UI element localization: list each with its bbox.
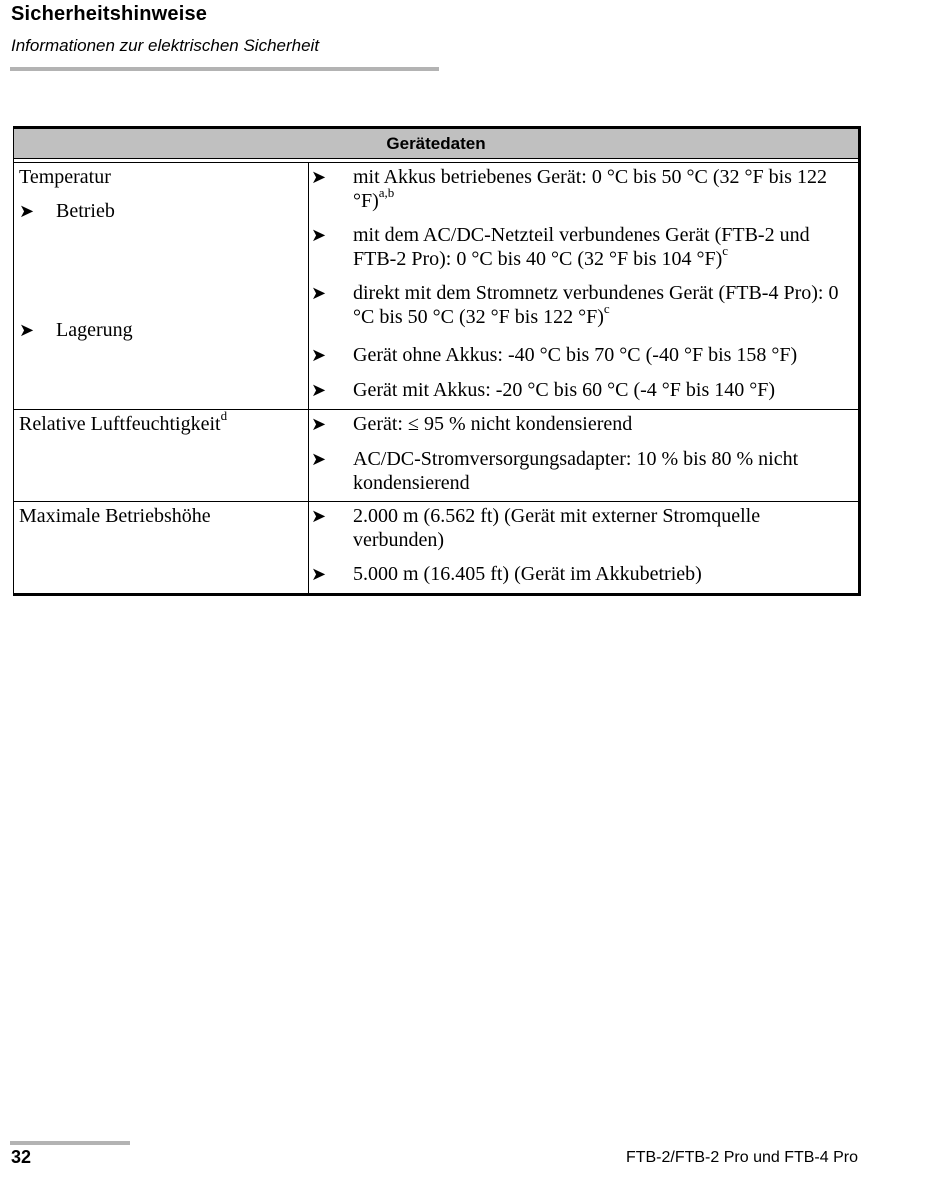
row-value-cell (309, 163, 858, 409)
table-row-altitude (13, 502, 861, 596)
list-item (309, 165, 850, 213)
item-text: Gerät: ≤ 95 % nicht kondensierend (353, 413, 633, 435)
item-text: direkt mit dem Stromnetz verbundenes Gerät (FTB-4 Pro): 0 °C bis 50 °C (32 °F bis 122 °F) (353, 282, 839, 328)
arrow-bullet-icon: ➤ (311, 283, 327, 304)
row-label-cell (14, 502, 309, 593)
arrow-bullet-icon: ➤ (19, 201, 35, 222)
footnote-ref: c (603, 301, 610, 317)
table-heading: Gerätedaten (13, 126, 861, 159)
arrow-bullet-icon: ➤ (311, 564, 327, 585)
device-data-table (13, 126, 861, 596)
list-item (309, 562, 850, 587)
sub-label-operation (19, 199, 308, 224)
list-item (309, 447, 850, 495)
section-subtitle: Informationen zur elektrischen Sicherheit (11, 36, 320, 55)
list-item (309, 412, 850, 437)
page-number: 32 (11, 1147, 32, 1167)
footnote-ref: a,b (378, 185, 395, 201)
footnote-ref: c (722, 243, 729, 259)
list-item (309, 504, 850, 552)
arrow-bullet-icon: ➤ (311, 506, 327, 527)
footnote-ref: d (220, 408, 228, 424)
arrow-bullet-icon: ➤ (311, 449, 327, 470)
table-row-temperature (13, 163, 861, 410)
item-text: mit dem AC/DC-Netzteil verbundenes Gerät (FTB-2 und FTB-2 Pro): 0 °C bis 40 °C (32 °F bis 104 °F) (353, 224, 810, 270)
arrow-bullet-icon: ➤ (311, 225, 327, 246)
section-title: Sicherheitshinweise (11, 3, 208, 25)
footer-divider (10, 1141, 130, 1145)
arrow-bullet-icon: ➤ (311, 380, 327, 401)
sub-label-text: Lagerung (56, 319, 133, 341)
item-text: Gerät ohne Akkus: -40 °C bis 70 °C (-40 °F bis 158 °F) (353, 344, 798, 366)
row-label-cell (14, 410, 309, 501)
table-row-humidity (13, 410, 861, 502)
arrow-bullet-icon: ➤ (311, 414, 327, 435)
header-divider (10, 67, 439, 71)
arrow-bullet-icon: ➤ (311, 167, 327, 188)
sub-label-storage (19, 318, 308, 343)
row-value-cell (309, 410, 858, 501)
list-item (309, 223, 850, 271)
item-text: 5.000 m (16.405 ft) (Gerät im Akkubetrieb) (353, 563, 702, 585)
sub-label-text: Betrieb (56, 200, 115, 222)
row-label: Maximale Betriebshöhe (19, 505, 211, 527)
item-text: mit Akkus betriebenes Gerät: 0 °C bis 50 °C (32 °F bis 122 °F) (353, 166, 827, 212)
row-value-cell (309, 502, 858, 593)
item-text: 2.000 m (6.562 ft) (Gerät mit externer Stromquelle verbunden) (353, 505, 761, 551)
list-item (309, 343, 850, 368)
row-label: Temperatur (19, 166, 111, 188)
arrow-bullet-icon: ➤ (311, 345, 327, 366)
arrow-bullet-icon: ➤ (19, 320, 35, 341)
list-item (309, 281, 850, 329)
row-label-cell (14, 163, 309, 409)
row-label: Relative Luftfeuchtigkeit (19, 413, 221, 435)
item-text: AC/DC-Stromversorgungsadapter: 10 % bis 80 % nicht kondensierend (353, 448, 799, 494)
item-text: Gerät mit Akkus: -20 °C bis 60 °C (-4 °F bis 140 °F) (353, 379, 776, 401)
product-name: FTB-2/FTB-2 Pro und FTB-4 Pro (625, 1149, 858, 1166)
list-item (309, 378, 850, 403)
